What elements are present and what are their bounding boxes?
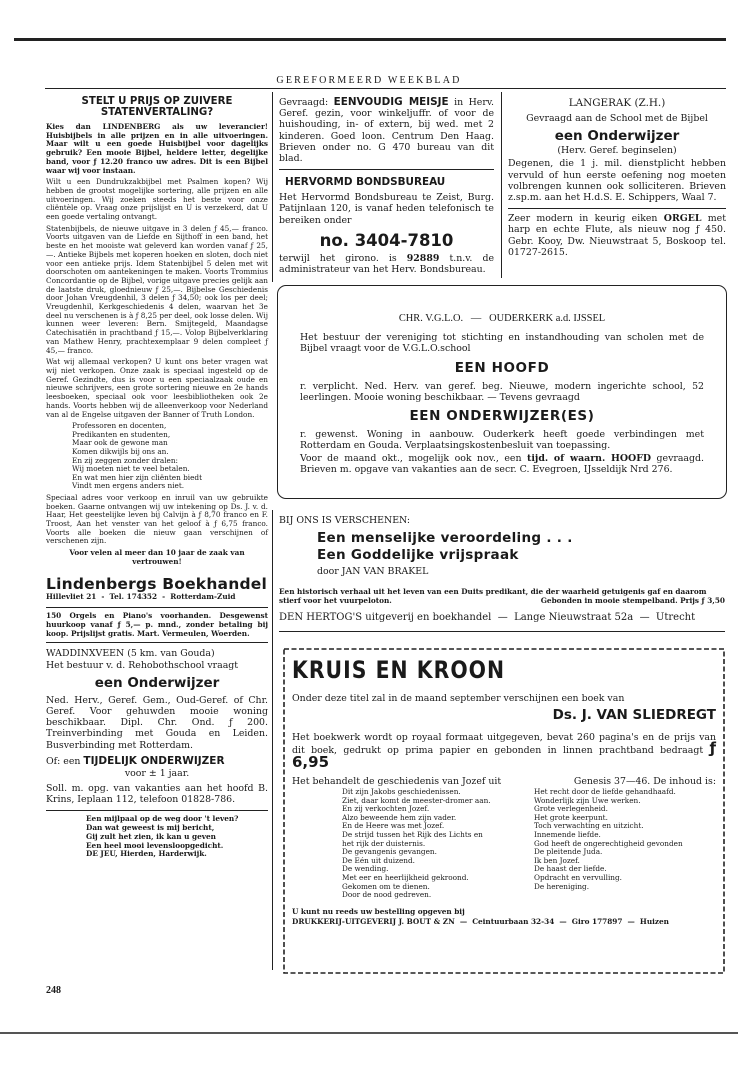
langerak-sub: Gevraagd aan de School met de Bijbel <box>526 113 708 124</box>
chapter-item: De pleitende Juda. <box>534 847 603 857</box>
lindenberg-heading <box>46 96 268 118</box>
bondsbureau-number: no. 3404-7810 <box>319 230 454 250</box>
chapter-item: God heeft de ongerechtigheid gevonden <box>534 838 683 848</box>
vglo-dash: — <box>470 313 482 324</box>
lindenberg-p1: Kies dan LINDENBERG als uw leverancier! Huisbijbels in alle prijzen en in alle uitvoeringen. Maar wilt u een goede Huisbijbel voor dagelijks gebruik? Een mooie Bijbel, heldere letter, degelijke band, voor ƒ 12.20 franco uw adres. Dit is een Bijbel waar wij voor instaan. <box>46 122 268 175</box>
dejeu-line: Een mijlpaal op de weg door 't leven? <box>86 814 239 824</box>
column-3 <box>508 97 726 258</box>
bondsbureau-body: Het Hervormd Bondsbureau te Zeist, Burg. Patijnlaan 120, is vanaf heden telefonisch te bereiken onder <box>279 192 494 226</box>
divider <box>279 631 725 632</box>
vglo-ond-body: r. gewenst. Woning in aanbouw. Ouderkerk heeft goede verbindingen met Rotterdam en Gouda. Verplaatsingskostenbesluit van toepassing. <box>300 429 704 452</box>
waddinxveen-intro: Het bestuur v. d. Rehobothschool vraagt <box>46 659 239 671</box>
meisje-body: in Herv. Geref. gezin, voor winkeljuffr. of voor de huishouding, in- of extern, bij wed. met 2 kinderen. Goed loon. Centrum Den Haag. Brieven onder no. G 470 bureau van dit blad. <box>279 97 494 165</box>
langerak-body: Degenen, die 1 j. mil. dienstplicht hebben vervuld of hun eerste oefening nog moeten volbrengen kunnen ook solliciteren. Brieven z.sp.m. aan het H.d.S. E. Schippers, Waal 7. <box>508 158 726 204</box>
chapter-item: Het recht door de liefde gehandhaafd. <box>534 787 676 797</box>
waddinxveen-duration: voor ± 1 jaar. <box>124 767 190 779</box>
langerak-heading: LANGERAK (Z.H.) <box>568 97 666 109</box>
tagline-line: Voor velen al meer dan 10 jaar de zaak van <box>69 548 245 558</box>
heading-line: STELT U PRIJS OP ZUIVERE <box>81 96 233 107</box>
dejeu-line: Een heel mooi levensloopgedicht. <box>86 840 224 850</box>
dejeu-line: DE JEU, Hierden, Harderwijk. <box>86 849 207 859</box>
orgel-prefix: Zeer modern in keurig eiken <box>508 213 658 225</box>
meisje-ad <box>279 97 494 164</box>
lindenberg-p4: Wat wij allemaal verkopen? U kunt ons beter vragen wat wij niet verkopen. Onze zaak is speciaal ingesteld op de Geref. Gezindte, dus is voor u een speciaalzaak oude en nieuwe schrijvers, een grote sortering nieuwe en 2e hands leesboeken, speciaal ook voor leesbibliotheken ook 2e hands. Voorts hebben wij de alleenverkoop voor Nederland van al de Engelse uitgaven der Banner of Truth London. <box>46 357 268 419</box>
vglo-last <box>300 453 704 475</box>
vglo-last-bold: tijd. of waarn. HOOFD <box>527 453 651 464</box>
vglo-intro: Het bestuur der vereniging tot stichting en instandhouding van scholen met de Bijbel vraagt voor de V.G.L.O.school <box>300 332 704 355</box>
poem-line: Predikanten en studenten, <box>72 429 171 439</box>
waddinxveen-place: WADDINXVEEN (5 km. van Gouda) <box>46 648 215 660</box>
dejeu-line: Gij zult het zien, ik kan u geven <box>86 831 216 841</box>
chapter-item: En de Heere was met Jozef. <box>342 821 445 831</box>
poem-line: Wij moeten niet te veel betalen. <box>72 464 190 474</box>
lindenberg-p2: Wilt u een Dundrukzakbijbel met Psalmen kopen? Wij hebben de grootst mogelijke sortering, alle prijzen en alle uitvoeringen. Wij zoeken steeds het beste voor onze cliëntèle op. Vraag onze prijslijst en U is verzekerd, dat U een goede vertaling ontvangt. <box>46 177 268 222</box>
meisje-heading: EENVOUDIG MEISJE <box>333 96 449 108</box>
chapter-item: De hereniging. <box>534 881 590 891</box>
giro-number: 92889 <box>406 252 440 264</box>
poem-line: Professoren en docenten, <box>72 421 167 431</box>
chapter-item: Dit zijn Jakobs geschiedenissen. <box>342 787 461 797</box>
poem-line: Vindt men ergens anders niet. <box>72 481 185 491</box>
top-rule <box>14 38 726 41</box>
vglo-last-post: gevraagd. Brieven m. opgave van vakanties aan de secr. C. Evegroen, IJsseldijk Nrd 276. <box>300 453 705 476</box>
giro-suffix: t.n.v. de administrateur van het Herv. Bondsbureau. <box>279 252 494 276</box>
kruis-chapters-right <box>522 788 683 900</box>
chapter-item: Gekomen om te dienen. <box>342 881 430 891</box>
chapter-item: Het grote keerpunt. <box>534 812 608 822</box>
organ-ad: 150 Orgels en Piano's voorhanden. Desgewenst huurkoop vanaf ƒ 5,— p. mnd., zonder betaling bij koop. Prijslijst gratis. Mart. Vermeulen, Woerden. <box>46 611 268 638</box>
chapter-item: De haast der liefde. <box>534 864 607 874</box>
chapter-item: De gevangenis gevangen. <box>342 847 437 857</box>
lindenberg-poem <box>46 422 268 491</box>
column-2 <box>279 97 494 275</box>
vglo-hoofd: EEN HOOFD <box>454 360 550 376</box>
shop-address: Hillevliet 21 - Tel. 174352 - Rotterdam-Zuid <box>46 591 236 601</box>
kruis-chapters-left <box>292 788 522 900</box>
brakel-title2: Een Goddelijke vrijspraak <box>317 547 519 564</box>
kruis-order: U kunt nu reeds uw bestelling opgeven bij <box>292 906 465 916</box>
header-rule <box>45 88 726 89</box>
chapter-item: Grote verlegenheid. <box>534 804 608 814</box>
page-number: 248 <box>46 985 61 996</box>
kruis-intro: Onder deze titel zal in de maand september verschijnen een boek van <box>292 693 625 704</box>
of-label: Of: een <box>46 755 81 767</box>
vglo-last-pre: Voor de maand okt., mogelijk ook nov., een <box>300 453 522 464</box>
poem-line: En wat men hier zijn cliënten biedt <box>72 472 203 482</box>
bottom-rule <box>0 1032 738 1034</box>
brakel-binding: Gebonden in mooie stempelband. Prijs ƒ 3,50 <box>540 596 725 605</box>
chapter-item: Door de nood gedreven. <box>342 890 432 900</box>
chapter-item: Ziet, daar komt de meester-dromer aan. <box>342 795 491 805</box>
vglo-head-right: OUDERKERK a.d. IJSSEL <box>489 313 606 324</box>
langerak-paren: (Herv. Geref. beginselen) <box>557 145 677 157</box>
brakel-publisher: DEN HERTOG'S uitgeverij en boekhandel — Lange Nieuwstraat 52a — Utrecht <box>279 612 696 623</box>
vglo-heading <box>278 313 726 324</box>
divider <box>46 642 268 643</box>
bondsbureau-heading: HERVORMD BONDSBUREAU <box>285 176 446 189</box>
kruis-content-line <box>292 776 716 787</box>
poem-line: En zij zeggen zonder dralen: <box>72 455 179 465</box>
chapter-item: Opdracht en vervulling. <box>534 872 622 882</box>
waddinxveen-heading: een Onderwijzer <box>94 674 220 691</box>
lindenberg-p5: Speciaal adres voor verkoop en inruil van uw gebruikte boeken. Gaarne ontvangen wij uw intekening op Ds. J. v. d. Haar, Het geestelijke leven bij Calvijn à ƒ 8,70 franco en F. Troost, Aan het venster van het geloof à ƒ 6,75 franco. Voorts alle boeken die nieuw gaan verschijnen of verschenen zijn. <box>46 492 268 546</box>
kruis-content-left: Het behandelt de geschiedenis van Jozef uit <box>292 775 502 787</box>
column-rule <box>272 510 273 970</box>
vglo-hoofd-body: r. verplicht. Ned. Herv. van geref. beg. Nieuwe, modern ingerichte school, 52 leerlingen. Mooie woning beschikbaar. — Tevens gevraagd <box>300 381 704 404</box>
bondsbureau-giro <box>279 253 494 275</box>
kruis-title: KRUIS EN KROON <box>292 656 506 684</box>
shop-name: Lindenbergs Boekhandel <box>46 574 267 593</box>
poem-line: Maar ook de gewone man <box>72 438 168 448</box>
kruis-price: ƒ 6,95 <box>292 739 716 771</box>
tijdelijk-heading: TIJDELIJK ONDERWIJZER <box>83 754 225 767</box>
kruis-chapters <box>292 788 716 900</box>
kruis-content-right: Genesis 37—46. De inhoud is: <box>573 775 716 787</box>
kruis-desc <box>292 732 716 770</box>
divider <box>46 607 268 608</box>
meisje-prefix: Gevraagd: <box>279 97 329 108</box>
kruis-box <box>292 655 716 927</box>
tagline-line: vertrouwen! <box>132 556 182 566</box>
brakel-author: door JAN VAN BRAKEL <box>317 566 429 578</box>
dejeu-ad <box>46 815 268 859</box>
waddinxveen-body: Ned. Herv., Geref. Gem., Oud-Geref. of Chr. Geref. Voor gehuwden mooie woning beschikbaar. Dipl. Chr. Ond. ƒ 200. Treinverbinding met Gouda en Leiden. Busverbinding met Rotterdam. <box>46 694 268 751</box>
waddinxveen-soll: Soll. m. opg. van vakanties aan het hoofd B. Krins, Ieplaan 112, telefoon 01828-786. <box>46 783 268 806</box>
heading-line: STATENVERTALING? <box>100 107 214 118</box>
chapter-item: Ik ben Jozef. <box>534 855 580 865</box>
vglo-head-left: CHR. V.G.L.O. <box>398 313 464 324</box>
chapter-item: De wending. <box>342 864 389 874</box>
chapter-item: De Eén uit duizend. <box>342 855 415 865</box>
divider <box>279 169 494 170</box>
brakel-desc: Een historisch verhaal uit het leven van een Duits predikant, die der waarheid getuigenis gaf en daarom stierf voor het vuurpeloton. <box>279 587 707 605</box>
orgel-bold: ORGEL <box>663 213 702 225</box>
chapter-item: Met eer en heerlijkheid gekroond. <box>342 872 469 882</box>
orgel-body: met harp en echte Flute, als nieuw nog ƒ 450. Gebr. Kooy, Dw. Nieuwstraat 5, Boskoop tel. 01727-2615. <box>508 213 726 258</box>
column-rule <box>272 92 273 282</box>
langerak-big: een Onderwijzer <box>554 128 680 145</box>
brakel-title1: Een menselijke veroordeling . . . <box>317 530 573 547</box>
poem-line: Komen dikwijls bij ons an. <box>72 446 169 456</box>
chapter-item: het rijk der duisternis. <box>342 838 426 848</box>
kruis-desc-text: Het boekwerk wordt op royaal formaat uitgegeven, bevat 260 pagina's en de prijs van dit boek, gedrukt op prima papier en gebonden in linnen prachtband bedraagt <box>292 732 716 757</box>
giro-prefix: terwijl het girono. is <box>279 252 397 264</box>
lindenberg-p3: Statenbijbels, de nieuwe uitgave in 3 delen ƒ 45,— franco. Voorts uitgaven van de Liefde en Sijthoff in een band, het beste en het mooiste wat geleverd kan worden vanaf ƒ 25,—. Antieke Bijbels met koperen hoeken en sloten, doch niet voor een antieke prijs. Idem Statenbijbel 5 delen met wit doorschoten om aantekeningen te maken. Voorts Trommius Concordantie op de Bijbel, vorige uitgave precies gelijk aan de laatste druk, gloednieuw ƒ 25,—. Bijbelse Geschiedenis door Johan Vreugdenhil, 3 delen ƒ 34,50; ook los per deel; Vreugdenhil, Kerkgeschiedenis 4 delen, waarvan het 3e deel nu verschenen is à ƒ 8,25 per deel, ook losse delen. Wij kunnen weer leveren: Bern. Smijtegeld, Maandagse Catechisatiën in prachtband ƒ 15,—. Volop Bijbelverklaring van Mathew Henry, prachtexemplaar 9 delen compleet ƒ 45,— franco. <box>46 223 268 355</box>
chapter-item: Alzo beweende hem zijn vader. <box>342 812 457 822</box>
divider <box>508 208 726 209</box>
chapter-item: En zij verkochten Jozef. <box>342 804 430 814</box>
brakel-ad <box>279 515 725 577</box>
column-1 <box>46 96 268 859</box>
divider <box>46 810 268 811</box>
kruis-printer: DRUKKERIJ-UITGEVERIJ J. BOUT & ZN — Ceintuurbaan 32-34 — Giro 177897 — Huizen <box>292 917 669 927</box>
column-rule <box>501 92 502 278</box>
chapter-item: Wonderlijk zijn Uwe werken. <box>534 795 641 805</box>
orgel-ad <box>508 213 726 258</box>
vglo-onderwijzer: EEN ONDERWIJZER(ES) <box>409 408 595 424</box>
brakel-label: BIJ ONS IS VERSCHENEN: <box>279 515 411 526</box>
dejeu-line: Dan wat geweest is mij bericht, <box>86 823 215 833</box>
running-header: GEREFORMEERD WEEKBLAD <box>276 75 462 86</box>
chapter-item: De strijd tussen het Rijk des Lichts en <box>342 829 483 839</box>
lindenberg-tagline <box>46 549 268 566</box>
kruis-author: Ds. J. VAN SLIEDREGT <box>552 707 716 724</box>
chapter-item: Toch verwachting en uitzicht. <box>534 821 644 831</box>
waddinxveen-temp <box>46 755 268 768</box>
vglo-box <box>277 285 727 499</box>
chapter-item: Innemende liefde. <box>534 829 601 839</box>
